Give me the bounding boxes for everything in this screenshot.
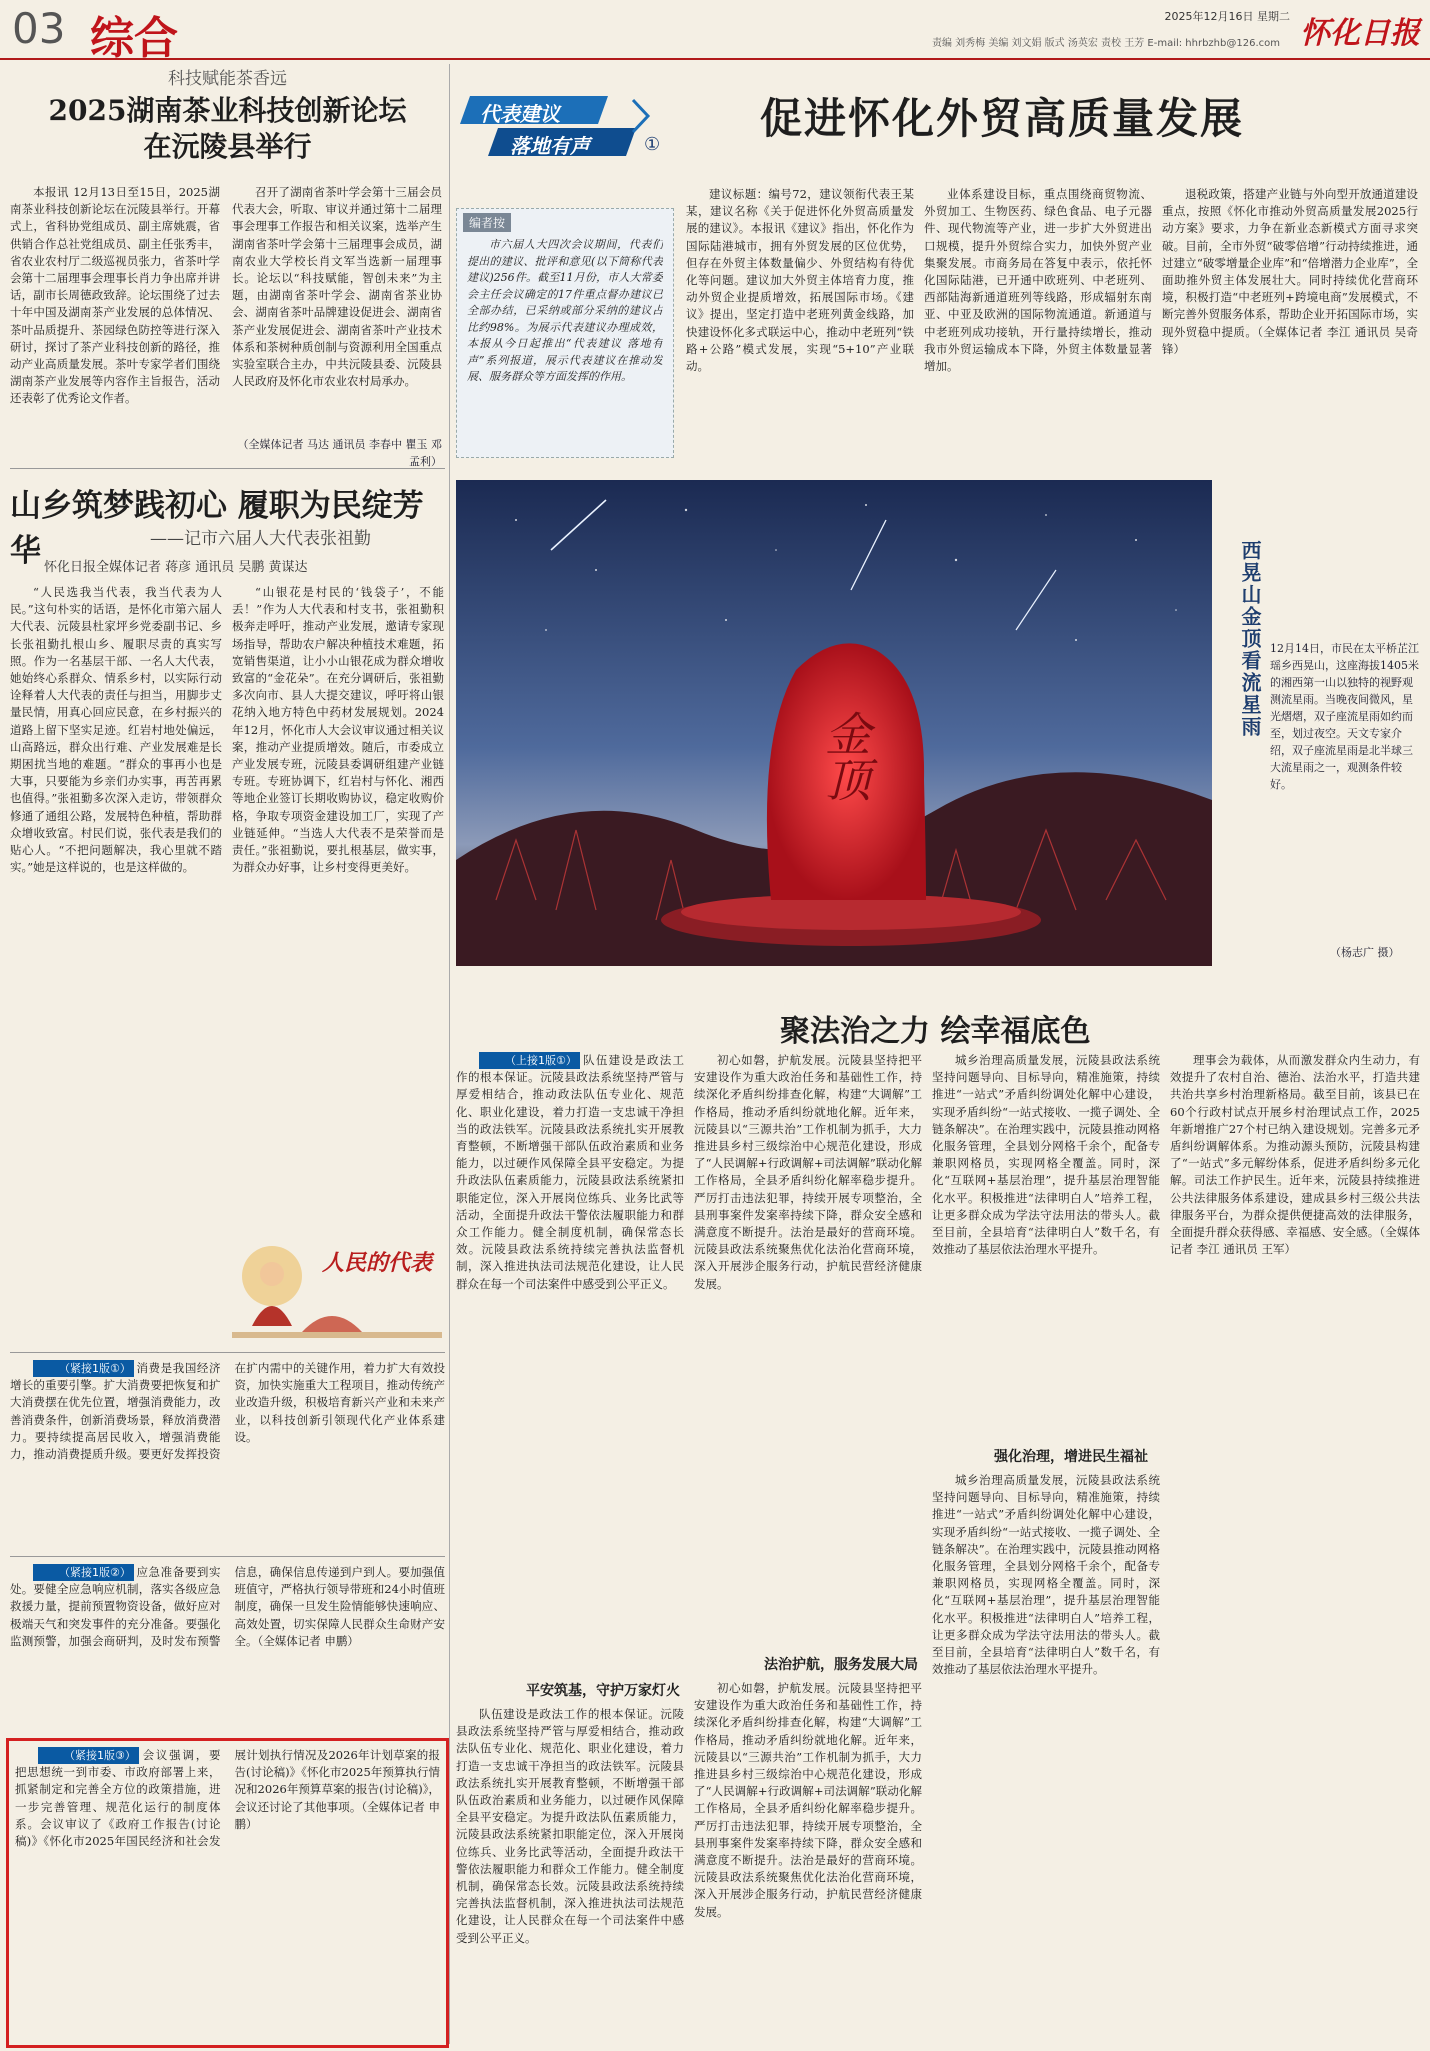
law-subhead-2: 法治护航，服务发展大局 (764, 1657, 918, 1673)
law-body-col4: 理事会为载体，从而激发群众内生动力，有效提升了农村自治、德治、法治水平，打造共建共治共享乡村治理新格局。截至目前，该县已在60个行政村试点开展乡村治理试点工作，2025年新增推广27个村已纳入建设规划。完善多元矛盾纠纷调解体系。为推动源头预防，沅陵县构建了“一站式”多元解纷体系，促进矛盾纠纷多元化解。司法工作护民生。近年来，沅陵县持续推进公共法律服务体系建设，建成县乡村三级公共法律服务平台，为群众提供便捷高效的法律服务，全面提升群众获得感、幸福感、安全感。（全媒体记者 李江 通讯员 王军） (1170, 1053, 1420, 1257)
photo-credit: （杨志广 摄） (1330, 946, 1400, 959)
people-representative-illustration (232, 1216, 442, 1344)
tea-body-col2: 召开了湖南省茶叶学会第十三届会员代表大会，听取、审议并通过第十二届理事会理事工作报告和相关议案，选举产生湖南省茶叶学会第十三届理事会成员，湖南农业大学校长肖文军当选新一届理事长。论坛以“科技赋能，智创未来”为主题，由湖南省茶叶学会、湖南省茶业协会、湖南省茶叶品牌建设促进会、湖南省茶产业发展促进会、湖南省茶叶产业技术体系和茶树种质创制与资源利用全国重点实验室联合主办，中共沅陵县委、沅陵县人民政府及怀化市农业农村局承办。 (232, 185, 442, 389)
law-body-col1b: 队伍建设是政法工作的根本保证。沅陵县政法系统坚持严管与厚爱相结合，推动政法队伍专业化、规范化、职业化建设，着力打造一支忠诚干净担当的政法铁军。沅陵县政法系统扎实开展教育整顿，不断增强干部队伍政治素质和业务能力，以过硬作风保障全县平安稳定。为提升政法队伍素质能力，沅陵县政法系统紧扣职能定位，深入开展岗位练兵、业务比武等活动，全面提升政法干警依法履职能力和群众工作能力。健全制度机制，确保常态长效。沅陵县政法系统持续完善执法监督机制，深入推进执法司法规范化建设，让人民群众在每一个司法案件中感受到公平正义。 (456, 1707, 684, 1945)
meeting-continuation: （紧接1版③） 会议强调，要把思想统一到市委、市政府部署上来，抓紧制定和完善全方位的政策措施，进一步完善管理、规范化运行的制度体系。会议审议了《政府工作报告(讨论稿)》《怀化市2025年国民经济和社会发展计划执行情况及2026年计划草案的报告(讨论稿)》《怀化市2025年预算执行情况和2026年预算草案的报告(讨论稿)》，会议还讨论了其他事项。（全媒体记者 申鹏） (15, 1748, 440, 1849)
trade-body-col1: 建议标题：编号72，建议领衔代表王某某，建议名称《关于促进怀化外贸高质量发展的建议》。本报讯《建议》指出，怀化作为国际陆港城市，拥有外贸发展的区位优势，但存在外贸主体数量偏少、外贸结构有待优化等问题。建议加大外贸主体培育力度，推动外贸企业提质增效，拓展国际市场。《建议》提出，坚定打造中老班列黄金线路，加快建设怀化多式联运中心，推动中老班列“铁路+公路”模式发展，实现“5+10”产业联动。 (686, 187, 914, 374)
meteor-shower-photo (456, 480, 1212, 966)
divider (10, 468, 445, 469)
photo-caption: 12月14日，市民在太平桥芷江瑶乡西晃山，这座海拔1405米的湘西第一山以独特的视野观测流星雨。当晚夜间微风，星光熠熠，双子座流星雨如约而至，划过夜空。天文专家介绍，双子座流星雨是北半球三大流星雨之一，观测条件较好。 (1270, 642, 1419, 791)
profile-body-col2: “山银花是村民的‘钱袋子’，不能丢！”作为人大代表和村支书，张祖勤积极奔走呼吁，推动产业发展，邀请专家现场指导，帮助农户解决种植技术难题，拓宽销售渠道，让小小山银花成为群众增收致富的“金花朵”。在充分调研后，张祖勤多次向市、县人大提交建议，呼吁将山银花纳入地方特色中药材发展规划。2024年12月，怀化市人大会议审议通过相关议案，推动产业提质增效。随后，市委成立产业发展专班，沅陵县委调研组建产业链专班。专班协调下，红岩村与怀化、湘西等地企业签订长期收购协议，稳定收购价格，争取专项资金建设加工厂，实现了产业链延伸。“当选人大代表不是荣誉而是责任。”张祖勤说，要扎根基层，做实事，为群众办好事，让乡村变得更美好。 (232, 585, 444, 875)
editor-note-box (456, 208, 674, 458)
proposals-banner (458, 90, 668, 162)
issue-date: 2025年12月16日 星期二 (1164, 10, 1290, 23)
highlighted-article-box (6, 1738, 449, 2048)
profile-subtitle: ——记市六届人大代表张祖勤 (150, 529, 371, 549)
banner-tag-2: 落地有声 (510, 134, 590, 158)
section-name: 综合 (90, 13, 178, 64)
emergency-continuation: （紧接1版②） 应急准备要到实处。要健全应急响应机制，落实各级应急救援力量，提前预置物资设备，做好应对极端天气和突发事件的充分准备。要强化监测预警，加强会商研判，及时发布预警信息，确保信息传递到户到人。要加强值班值守，严格执行领导带班和24小时值班制度，确保一旦发生险情能够快速响应、高效处置，切实保障人民群众生命财产安全。（全媒体记者 申鹏） (10, 1565, 445, 1648)
law-body-col3b: 城乡治理高质量发展，沅陵县政法系统坚持问题导向、目标导向，精准施策，持续推进“一站式”矛盾纠纷调处化解中心建设，实现矛盾纠纷“一站式接收、一揽子调处、全链条解决”。在治理实践中，沅陵县推动网格化服务管理，全县划分网格千余个，配备专兼职网格员，实现网格全覆盖。同时，深化“互联网+基层治理”，提升基层治理智能化水平。积极推进“法律明白人”培养工程，让更多群众成为学法守法用法的带头人。截至目前，全县培育“法律明白人”数千名，有效推动了基层依法治理水平提升。 (932, 1473, 1160, 1677)
law-body-col1: （上接1版①） 队伍建设是政法工作的根本保证。沅陵县政法系统坚持严管与厚爱相结合，推动政法队伍专业化、规范化、职业化建设，着力打造一支忠诚干净担当的政法铁军。沅陵县政法系统扎实开展教育整顿，不断增强干部队伍政治素质和业务能力，以过硬作风保障全县平安稳定。为提升政法队伍素质能力，沅陵县政法系统紧扣职能定位，深入开展岗位练兵、业务比武等活动，全面提升政法干警依法履职能力和群众工作能力。健全制度机制，确保常态长效。沅陵县政法系统持续完善执法监督机制，深入推进执法司法规范化建设，让人民群众在每一个司法案件中感受到公平正义。 (456, 1053, 684, 1291)
profile-title: 山乡筑梦践初心 履职为民绽芳华 (10, 488, 424, 569)
column-rule (449, 64, 450, 2044)
editor-credits: 责编 刘秀梅 美编 刘文娟 版式 汤英宏 责校 王芳 E-mail: hhrbzhb@126.com (931, 38, 1280, 49)
editor-note-text: 市六届人大四次会议期间，代表们提出的建议、批评和意见(以下简称代表建议)256件。截至11月份，市人大常委会主任会议确定的17件重点督办建议已全部办结，已采纳或部分采纳的建议占比约98%。为展示代表建议办理成效，本报从今日起推出“代表建议 落地有声”系列报道，展示代表建议在推动发展、服务群众等方面发挥的作用。 (467, 238, 663, 383)
law-body-col2: 初心如磐，护航发展。沅陵县坚持把平安建设作为重大政治任务和基础性工作，持续深化矛盾纠纷排查化解，构建“大调解”工作格局，推动矛盾纠纷就地化解。近年来，沅陵县以“三源共治”工作机制为抓手，大力推进县乡村三级综治中心规范化建设，形成了“人民调解+行政调解+司法调解”联动化解工作格局，全县矛盾纠纷化解率稳步提升。严厉打击违法犯罪，持续开展专项整治，全县刑事案件发案率持续下降，群众安全感和满意度不断提升。法治是最好的营商环境。沅陵县政法系统聚焦优化法治化营商环境，深入开展涉企服务行动，护航民营经济健康发展。 (694, 1053, 922, 1291)
trade-title: 促进怀化外贸高质量发展 (760, 94, 1245, 143)
tea-body-col1: 本报讯 12月13日至15日，2025湖南茶业科技创新论坛在沅陵县举行。开幕式上，省科协党组成员、副主席姚震，省供销合作总社党组成员、副主任张秀丰，省农业农村厅二级巡视员张力，省茶叶学会第十二届理事会理事长肖力争出席并讲话，副市长周德政致辞。论坛围绕了过去十年中国及湖南茶产业发展的总体情况、茶叶品质提升、茶园绿色防控等进行深入研讨，探讨了茶产业科技创新的路径，推动产业高质量发展。茶叶专家学者们围绕湖南茶产业发展等内容作主旨报告，活动还表彰了优秀论文作者。 (10, 185, 220, 406)
law-body-col2b: 初心如磐，护航发展。沅陵县坚持把平安建设作为重大政治任务和基础性工作，持续深化矛盾纠纷排查化解，构建“大调解”工作格局，推动矛盾纠纷就地化解。近年来，沅陵县以“三源共治”工作机制为抓手，大力推进县乡村三级综治中心规范化建设，形成了“人民调解+行政调解+司法调解”联动化解工作格局，全县矛盾纠纷化解率稳步提升。严厉打击违法犯罪，持续开展专项整治，全县刑事案件发案率持续下降，群众安全感和满意度不断提升。法治是最好的营商环境。沅陵县政法系统聚焦优化法治化营商环境，深入开展涉企服务行动，护航民营经济健康发展。 (694, 1681, 922, 1919)
cartoon-label: 人民的代表 (322, 1250, 433, 1276)
jump-badge: （紧接1版②） (33, 1564, 134, 1581)
profile-body-col1: “人民选我当代表，我当代表为人民。”这句朴实的话语，是怀化市第六届人大代表、沅陵县杜家坪乡党委副书记、乡长张祖勤扎根山乡、履职尽责的真实写照。作为一名基层干部、一名人大代表，她始终心系群众、情系乡村，以实际行动诠释着人大代表的责任与担当，用脚步丈量民情，用真心回应民意，在乡村振兴的道路上留下坚实足迹。红岩村地处偏远，山高路远，群众出行难、产业发展难是长期困扰当地的难题。“群众的事再小也是大事，只要能为乡亲们办实事，再苦再累也值得。”张祖勤多次深入走访，带领群众修通了通组公路，发展特色种植，帮助群众增收致富。村民们说，张代表是我们的贴心人。“不把问题解决，我心里就不踏实。”她是这样说的，也是这样做的。 (10, 585, 222, 875)
jump-badge: （上接1版①） (479, 1052, 580, 1069)
jump-badge: （紧接1版③） (38, 1747, 139, 1764)
trade-body-col2: 业体系建设目标，重点围绕商贸物流、外贸加工、生物医药、绿色食品、电子元器件、现代物流等产业，进一步扩大外贸进出口规模，提升外贸综合实力，加快外贸产业集聚发展。市商务局在答复中表示，依托怀化国际陆港，已开通中欧班列、中老班列、西部陆海新通道班列等线路，形成辐射东南亚、中亚及欧洲的国际物流通道。新通道与中老班列成功接轨，开行量持续增长，推动我市外贸运输成本下降，外贸主体数量显著增加。 (924, 187, 1152, 374)
stone-inscription: 金顶 (818, 710, 872, 802)
jump-badge: （紧接1版①） (33, 1360, 134, 1377)
photo-title: 西晃山金顶看流星雨 (1238, 540, 1262, 738)
law-subhead-1: 平安筑基，守护万家灯火 (526, 1683, 680, 1699)
tea-kicker: 科技赋能茶香远 (168, 69, 287, 89)
divider (10, 1556, 445, 1557)
rule-of-law-title: 聚法治之力 绘幸福底色 (780, 1014, 1091, 1049)
tea-credit: （全媒体记者 马达 通讯员 李春中 瞿玉 邓孟利） (237, 438, 442, 468)
masthead (0, 0, 1430, 64)
consumption-continuation: （紧接1版①） 消费是我国经济增长的重要引擎。扩大消费要把恢复和扩大消费摆在优先位置，增强消费能力，改善消费条件，创新消费场景，释放消费潜力。要持续提高居民收入，增强消费能力，推动消费提质升级。要更好发挥投资在扩内需中的关键作用，着力扩大有效投资，加快实施重大工程项目，推动传统产业改造升级，积极培育新兴产业和未来产业，以科技创新引领现代化产业体系建设。 (10, 1361, 445, 1462)
trade-body-col3: 退税政策，搭建产业链与外向型开放通道建设重点，按照《怀化市推动外贸高质量发展2025行动方案》要求，力争在新业态新模式方面寻求突破。目前，全市外贸“破零倍增”行动持续推进，通过建立“破零增量企业库”和“倍增潜力企业库”，全面助推外贸主体发展壮大。同时持续优化营商环境，积极打造“中老班列+跨境电商”发展模式，不断完善外贸服务体系，帮助企业开拓国际市场，实现外贸稳中提质。（全媒体记者 李江 通讯员 吴奇锋） (1162, 187, 1418, 356)
tea-title-line1: 2025湖南茶业科技创新论坛 (48, 94, 407, 127)
divider (10, 1352, 445, 1353)
page-number: 03 (12, 4, 66, 53)
law-body-col3: 城乡治理高质量发展，沅陵县政法系统坚持问题导向、目标导向，精准施策，持续推进“一站式”矛盾纠纷调处化解中心建设，实现矛盾纠纷“一站式接收、一揽子调处、全链条解决”。在治理实践中，沅陵县推动网格化服务管理，全县划分网格千余个，配备专兼职网格员，实现网格全覆盖。同时，深化“互联网+基层治理”，提升基层治理智能化水平。积极推进“法律明白人”培养工程，让更多群众成为学法守法用法的带头人。截至目前，全县培育“法律明白人”数千名，有效推动了基层依法治理水平提升。 (932, 1053, 1160, 1257)
law-subhead-3: 强化治理，增进民生福祉 (994, 1449, 1148, 1465)
banner-tag-1: 代表建议 (480, 102, 560, 126)
banner-index: ① (644, 134, 661, 155)
tea-title-line2: 在沅陵县举行 (143, 130, 312, 163)
profile-byline: 怀化日报全媒体记者 蒋彦 通讯员 吴鹏 黄谋达 (44, 560, 308, 575)
tea-article (10, 64, 445, 165)
paper-logo: 怀化日报 (1300, 16, 1420, 51)
editor-note-label: 编者按 (463, 213, 511, 232)
